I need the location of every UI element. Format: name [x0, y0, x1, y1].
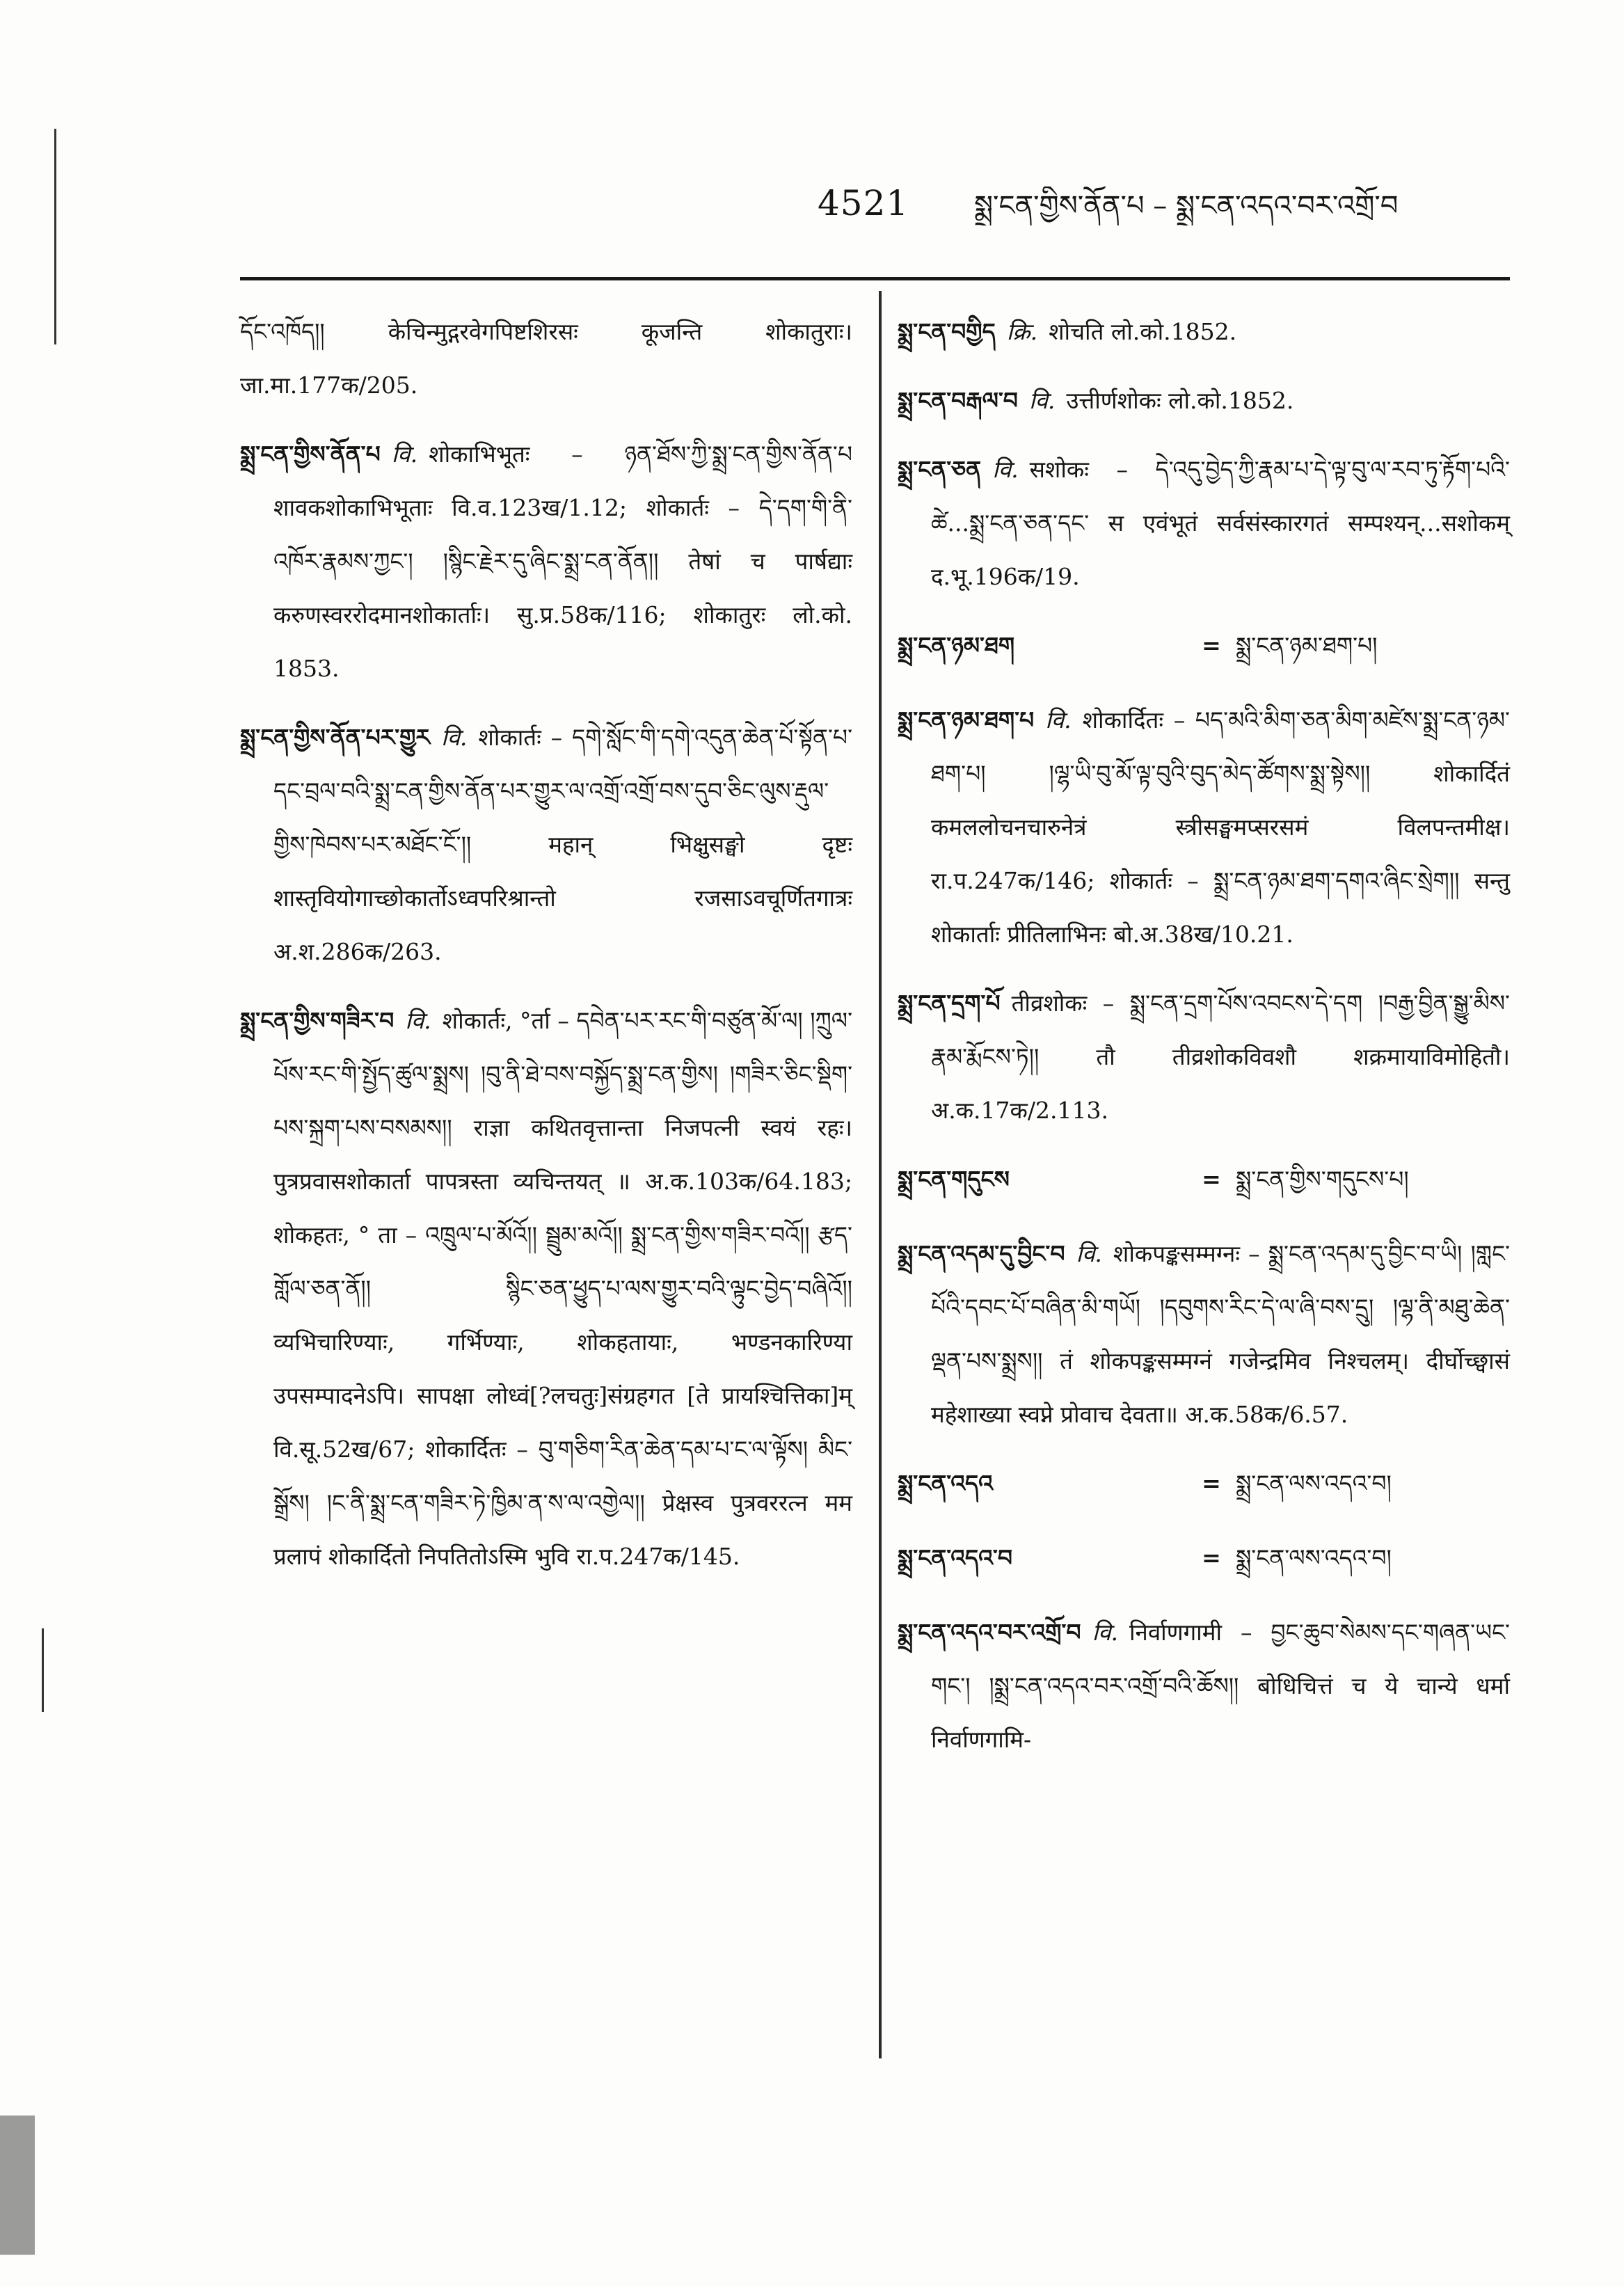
headword: སྨྲ་ངན་ཉམ་ཐག — [898, 632, 1015, 659]
dictionary-entry — [898, 1605, 1510, 1766]
entry-definition: निर्वाणगामी – བྱང་ཆུབ་སེམས་དང་གཞན་ཡང་གང་། །སྨྲ་ངན་འདའ་བར་འགྲོ་བའི་ཆོས།། बोधिचित्तं च ये चान्ये धर्मा निर्वाणगामि- — [931, 1619, 1510, 1753]
cross-reference-target: སྨྲ་ངན་ཉམ་ཐག་པ། — [1236, 632, 1378, 659]
entry-definition: शोचति लो.को.1852. — [1049, 318, 1237, 345]
headword-range: སྨྲ་ངན་གྱིས་ནོན་པ – སྨྲ་ངན་འདའ་བར་འགྲོ་བ — [974, 190, 1399, 222]
grammar-label: क्रि. — [1006, 318, 1038, 345]
continued-entry-text: དོང་འཁོད།། केचिन्मुद्गरवेगपिष्टशिरसः कूजन्ति शोकातुराः। जा.मा.177क/205. — [240, 318, 852, 399]
headword: སྨྲ་ངན་འདམ་དུ་བྱིང་བ — [898, 1240, 1065, 1267]
headword: སྨྲ་ངན་འདའ་བ — [898, 1544, 1012, 1571]
grammar-label: वि. — [992, 456, 1019, 483]
headword: སྨྲ་ངན་བགྱིད — [898, 318, 996, 345]
margin-mark — [0, 2116, 35, 2255]
cross-reference-target: སྨྲ་ངན་ལས་འདའ་བ། — [1236, 1544, 1392, 1571]
entry-definition: तीव्रशोकः – སྨྲ་ངན་དྲག་པོས་འབངས་དེ་དག །བརྒྱ་བྱིན་སྒྱུ་མིས་རྣམ་རྨོངས་ཏེ།། तौ तीव्रशोकविवशौ शक्रमायाविमोहितौ। अ.क.17क/2.113. — [931, 990, 1510, 1124]
headword: སྨྲ་ངན་འདའ་བར་འགྲོ་བ — [898, 1619, 1081, 1646]
equals-sign: = — [1202, 1470, 1221, 1497]
headword: སྨྲ་ངན་འདའ — [898, 1470, 993, 1497]
cross-reference-target: སྨྲ་ངན་ལས་འདའ་བ། — [1236, 1470, 1392, 1497]
entry-definition: शोकपङ्कसम्मग्नः – སྨྲ་ངན་འདམ་དུ་བྱིང་བ་ཡི། །གླང་པོའི་དབང་པོ་བཞིན་མི་གཡོ། །དབུགས་རིང་དེ་ལ་ཞི་བས་དྲུ། །ལྷ་ནི་མཐུ་ཆེན་ལྡན་པས་སྨྲས།། तं शोकपङ्कसम्मग्नं गजेन्द्रमिव निश्चलम्। दीर्घोच्छ्वासं महेशाख्या स्वप्ने प्रोवाच देवता॥ अ.क.58क/6.57. — [931, 1240, 1510, 1428]
entry-definition: शोकार्दितः – པད་མའི་མིག་ཅན་མིག་མཛེས་སྨྲ་ངན་ཉམ་ཐག་པ། །ལྷ་ཡི་བུ་མོ་ལྟ་བུའི་བུད་མེད་ཚོགས་སྨྲ་སྟེས།། शोकार्दितं कमललोचनचारुनेत्रं स्त्रीसङ्घमप्सरसमं विलपन्तमीक्ष। रा.प.247क/146; शोकार्तः – སྨྲ་ངན་ཉམ་ཐག་དགའ་ཞིང་སྲེག།། सन्तु शोकार्ताः प्रीतिलाभिनः बो.अ.38ख/10.21. — [931, 706, 1510, 948]
headword: སྨྲ་ངན་དྲག་པོ — [898, 990, 1001, 1017]
dictionary-entry — [898, 693, 1510, 961]
margin-mark — [42, 1628, 44, 1712]
entry-definition: शोकार्तः, °र्ता – དབེན་པར་རང་གི་བཙུན་མོ་ལ། །ཀྲུལ་པོས་རང་གི་སྤྱོད་ཚུལ་སྨྲས། །བུ་ནི་ཐེ་བས་བསྐྱོད་སྨྲ་ངན་གྱིས། །གཟིར་ཅིང་སྡིག་པས་སྐྲག་པས་བསམས།། राज्ञा कथितवृत्तान्ता निजपत्नी स्वयं रहः। पुत्रप्रवासशोकार्ता पापत्रस्ता व्यचिन्तयत् ॥ अ.क.103क/64.183; शोकहतः, ° ता – འཁྲུལ་པ་མོའོ།། སྦྲུམ་མའོ།། སྨྲ་ངན་གྱིས་གཟིར་བའོ།། རྩད་གློལ་ཅན་ནོ།། སྙིང་ཅན་ཕྱུད་པ་ལས་གྱུར་བའི་ལྟུང་བྱེད་བཞིའོ།། व्यभिचारिण्याः, गर्भिण्याः, शोकहतायाः, भण्डनकारिण्या उपसम्पादनेऽपि। सापक्षा लोध्वं[?लचतुः]संग्रहगत [ते प्रायश्चित्तिका]म् वि.सू.52ख/67; शोकार्दितः – བུ་གཅིག་རིན་ཆེན་དམ་པ་ང་ལ་ལྟོས། མིང་སྒྲོས། །ང་ནི་སྨྲ་ངན་གཟིར་ཏེ་ཁྱིམ་ན་ས་ལ་འགྱེལ།། प्रेक्षस्व पुत्रवररत्न मम प्रलापं शोकार्दितो निपतितोऽस्मि भुवि रा.प.247क/145. — [273, 1007, 852, 1570]
equals-sign: = — [1202, 1166, 1221, 1193]
dictionary-entry — [240, 711, 852, 978]
grammar-label: वि. — [391, 440, 418, 468]
dictionary-entry — [240, 427, 852, 695]
entry-definition: उत्तीर्णशोकः लो.को.1852. — [1066, 387, 1294, 414]
grammar-label: वि. — [1092, 1619, 1118, 1646]
grammar-label: वि. — [1045, 706, 1072, 733]
headword: སྨྲ་ངན་གྱིས་ནོན་པ — [240, 440, 381, 468]
equals-sign: = — [1202, 632, 1221, 659]
left-column — [240, 305, 852, 1598]
dictionary-entry — [898, 443, 1510, 603]
dictionary-entry — [898, 976, 1510, 1137]
headword: སྨྲ་ངན་གྱིས་ནོན་པར་གྱུར — [240, 724, 431, 751]
column-divider — [879, 291, 882, 2058]
right-column — [898, 305, 1510, 1781]
cross-reference-entry — [898, 619, 1510, 672]
grammar-label: वि. — [1076, 1240, 1102, 1267]
cross-reference-target: སྨྲ་ངན་གྱིས་གདུངས་པ། — [1236, 1166, 1409, 1193]
margin-mark — [54, 129, 56, 344]
grammar-label: वि. — [441, 724, 468, 751]
dictionary-entry — [898, 374, 1510, 427]
header-rule — [240, 277, 1510, 280]
headword: སྨྲ་ངན་ཉམ་ཐག་པ — [898, 706, 1035, 733]
equals-sign: = — [1202, 1544, 1221, 1571]
cross-reference-entry — [898, 1531, 1510, 1585]
grammar-label: वि. — [1028, 387, 1056, 414]
headword: སྨྲ་ངན་བརྒལ་བ — [898, 387, 1018, 414]
headword: སྨྲ་ངན་གྱིས་གཟིར་བ — [240, 1007, 395, 1034]
dictionary-entry — [898, 305, 1510, 358]
entry-definition: शोकाभिभूतः – ཉན་ཐོས་ཀྱི་སྨྲ་ངན་གྱིས་ནོན་པ शावकशोकाभिभूताः वि.व.123ख/1.12; शोकार्तः – དེ་དག་གི་ནི་འཁོར་རྣམས་ཀྱང་། །སྙིང་རྗེར་དུ་ཞིང་སྨྲ་ངན་ནོན།། तेषां च पार्षद्याः करुणस्वररोदमानशोकार्ताः। सु.प्र.58क/116; शोकातुरः लो.को. 1853. — [273, 440, 852, 682]
cross-reference-entry — [898, 1152, 1510, 1206]
page-number: 4521 — [818, 183, 909, 223]
dictionary-entry — [898, 1227, 1510, 1441]
entry-definition: शोकार्तः – དགེ་སློང་གི་དགེ་འདུན་ཆེན་པོ་སྟོན་པ་དང་བྲལ་བའི་སྨྲ་ངན་གྱིས་ནོན་པར་གྱུར་ལ་འགྲོ་འགྲོ་བས་དུབ་ཅིང་ལུས་རྡུལ་གྱིས་ཁེབས་པར་མཐོང་ངོ་།། महान् भिक्षुसङ्घो दृष्टः शास्तृवियोगाच्छोकार्तोऽध्वपरिश्रान्तो रजसाऽवचूर्णितगात्रः अ.श.286क/263. — [273, 724, 852, 965]
headword: སྨྲ་ངན་ཅན — [898, 456, 982, 483]
cross-reference-entry — [898, 1456, 1510, 1510]
dictionary-entry — [240, 994, 852, 1583]
headword: སྨྲ་ངན་གདུངས — [898, 1166, 1010, 1193]
grammar-label: वि. — [405, 1007, 431, 1034]
entry-definition: सशोकः – དེ་འདུ་བྱེད་ཀྱི་རྣམ་པ་དེ་ལྟ་བུ་ལ་རབ་ཏུ་རྟོག་པའི་ཚེ...སྨྲ་ངན་ཅན་དང་ स एवंभूतं सर्वसंस्कारगतं सम्पश्यन्...सशोकम् द.भू.196क/19. — [931, 456, 1510, 590]
